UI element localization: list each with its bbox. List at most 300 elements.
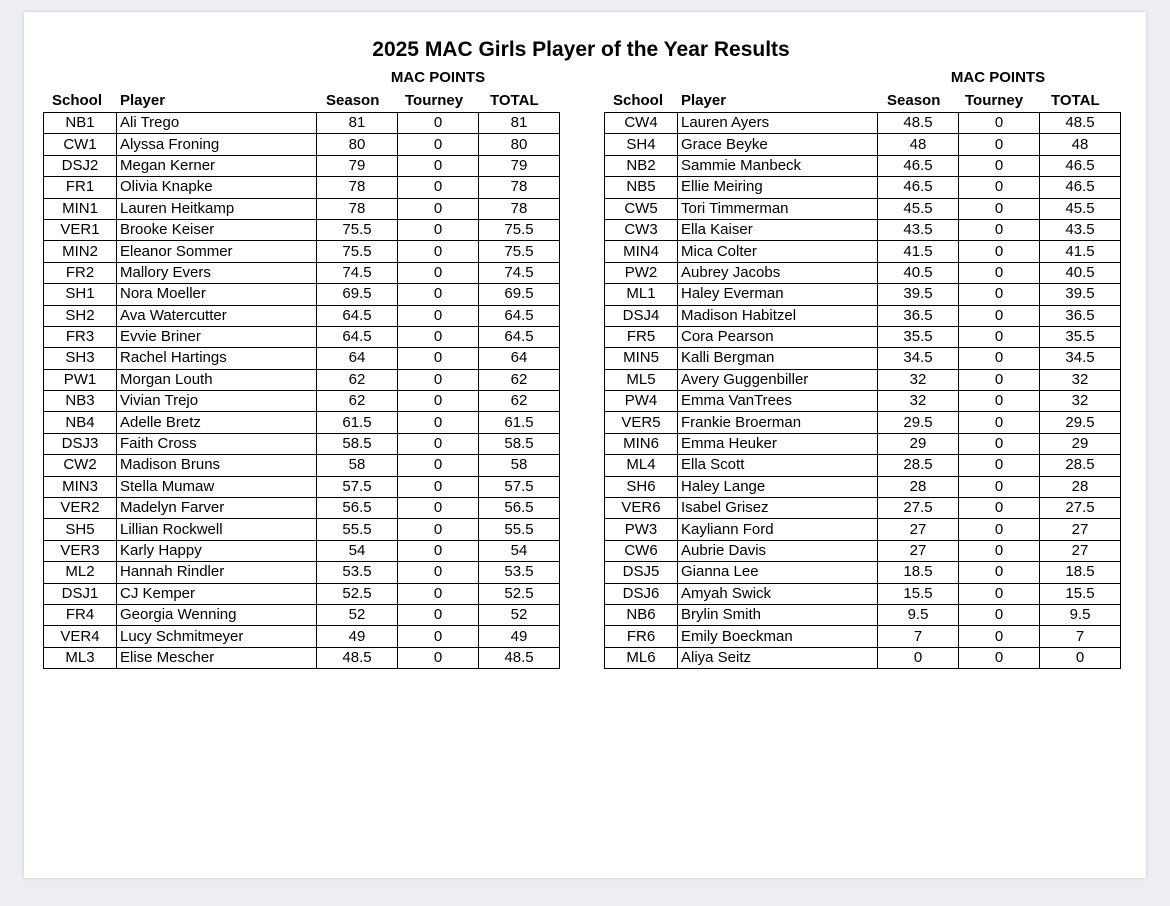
tourney-cell: 0 [959, 326, 1040, 347]
tourney-cell: 0 [398, 647, 479, 668]
tourney-cell: 0 [959, 284, 1040, 305]
season-cell: 32 [878, 369, 959, 390]
table-row [605, 113, 1121, 134]
season-cell: 75.5 [317, 219, 398, 240]
table-row [44, 498, 560, 519]
tourney-cell: 0 [959, 369, 1040, 390]
header-tourney: Tourney [405, 92, 464, 109]
player-cell: Haley Lange [678, 476, 878, 497]
tourney-cell: 0 [398, 391, 479, 412]
player-cell: Alyssa Froning [117, 134, 317, 155]
tourney-cell: 0 [398, 177, 479, 198]
season-cell: 36.5 [878, 305, 959, 326]
player-cell: Emma VanTrees [678, 391, 878, 412]
table-row [605, 198, 1121, 219]
season-cell: 64 [317, 348, 398, 369]
player-cell: Ella Kaiser [678, 219, 878, 240]
total-cell: 78 [479, 198, 560, 219]
player-cell: Madison Habitzel [678, 305, 878, 326]
school-cell: PW1 [44, 369, 117, 390]
school-cell: CW4 [605, 113, 678, 134]
total-cell: 48.5 [1040, 113, 1121, 134]
school-cell: CW3 [605, 219, 678, 240]
total-cell: 28 [1040, 476, 1121, 497]
tourney-cell: 0 [959, 626, 1040, 647]
school-cell: DSJ5 [605, 562, 678, 583]
total-cell: 61.5 [479, 412, 560, 433]
school-cell: NB3 [44, 391, 117, 412]
school-cell: CW2 [44, 455, 117, 476]
school-cell: DSJ1 [44, 583, 117, 604]
header-season: Season [887, 92, 941, 109]
player-cell: Megan Kerner [117, 155, 317, 176]
player-cell: Madison Bruns [117, 455, 317, 476]
tourney-cell: 0 [398, 519, 479, 540]
tourney-cell: 0 [959, 412, 1040, 433]
tourney-cell: 0 [398, 626, 479, 647]
player-cell: Gianna Lee [678, 562, 878, 583]
total-cell: 9.5 [1040, 604, 1121, 625]
player-cell: Eleanor Sommer [117, 241, 317, 262]
school-cell: ML2 [44, 562, 117, 583]
table-row [605, 219, 1121, 240]
tourney-cell: 0 [959, 583, 1040, 604]
season-cell: 35.5 [878, 326, 959, 347]
total-cell: 81 [479, 113, 560, 134]
season-cell: 27 [878, 540, 959, 561]
school-cell: FR6 [605, 626, 678, 647]
season-cell: 80 [317, 134, 398, 155]
table-row [605, 348, 1121, 369]
table-row [44, 241, 560, 262]
table-row [44, 519, 560, 540]
total-cell: 58 [479, 455, 560, 476]
season-cell: 41.5 [878, 241, 959, 262]
school-cell: MIN3 [44, 476, 117, 497]
total-cell: 53.5 [479, 562, 560, 583]
season-cell: 53.5 [317, 562, 398, 583]
school-cell: DSJ6 [605, 583, 678, 604]
school-cell: ML4 [605, 455, 678, 476]
total-cell: 62 [479, 391, 560, 412]
tourney-cell: 0 [959, 155, 1040, 176]
season-cell: 57.5 [317, 476, 398, 497]
season-cell: 29.5 [878, 412, 959, 433]
total-cell: 7 [1040, 626, 1121, 647]
table-row [44, 433, 560, 454]
player-cell: CJ Kemper [117, 583, 317, 604]
total-cell: 62 [479, 369, 560, 390]
total-cell: 27 [1040, 540, 1121, 561]
total-cell: 75.5 [479, 241, 560, 262]
table-row [44, 198, 560, 219]
school-cell: NB2 [605, 155, 678, 176]
total-cell: 48.5 [479, 647, 560, 668]
school-cell: NB5 [605, 177, 678, 198]
school-cell: MIN5 [605, 348, 678, 369]
school-cell: ML5 [605, 369, 678, 390]
school-cell: DSJ2 [44, 155, 117, 176]
school-cell: VER4 [44, 626, 117, 647]
tourney-cell: 0 [959, 498, 1040, 519]
total-cell: 80 [479, 134, 560, 155]
table-row [605, 476, 1121, 497]
season-cell: 78 [317, 177, 398, 198]
total-cell: 18.5 [1040, 562, 1121, 583]
player-cell: Aubrie Davis [678, 540, 878, 561]
school-cell: PW4 [605, 391, 678, 412]
table-row [44, 219, 560, 240]
table-row [44, 647, 560, 668]
school-cell: FR5 [605, 326, 678, 347]
tourney-cell: 0 [959, 476, 1040, 497]
player-cell: Georgia Wenning [117, 604, 317, 625]
season-cell: 7 [878, 626, 959, 647]
season-cell: 64.5 [317, 326, 398, 347]
total-cell: 27 [1040, 519, 1121, 540]
tourney-cell: 0 [398, 113, 479, 134]
school-cell: VER2 [44, 498, 117, 519]
tourney-cell: 0 [398, 369, 479, 390]
season-cell: 79 [317, 155, 398, 176]
table-row [605, 498, 1121, 519]
player-cell: Aubrey Jacobs [678, 262, 878, 283]
table-row [44, 305, 560, 326]
total-cell: 28.5 [1040, 455, 1121, 476]
season-cell: 61.5 [317, 412, 398, 433]
table-row [44, 455, 560, 476]
tourney-cell: 0 [398, 412, 479, 433]
table-row [605, 604, 1121, 625]
table-row [605, 177, 1121, 198]
total-cell: 52.5 [479, 583, 560, 604]
tourney-cell: 0 [398, 498, 479, 519]
player-cell: Isabel Grisez [678, 498, 878, 519]
season-cell: 46.5 [878, 155, 959, 176]
season-cell: 15.5 [878, 583, 959, 604]
school-cell: FR1 [44, 177, 117, 198]
total-cell: 56.5 [479, 498, 560, 519]
player-cell: Mica Colter [678, 241, 878, 262]
season-cell: 62 [317, 369, 398, 390]
school-cell: MIN2 [44, 241, 117, 262]
tourney-cell: 0 [398, 198, 479, 219]
school-cell: DSJ3 [44, 433, 117, 454]
season-cell: 48 [878, 134, 959, 155]
tourney-cell: 0 [398, 155, 479, 176]
player-cell: Aliya Seitz [678, 647, 878, 668]
season-cell: 48.5 [317, 647, 398, 668]
school-cell: VER5 [605, 412, 678, 433]
season-cell: 28.5 [878, 455, 959, 476]
table-row [44, 412, 560, 433]
header-season: Season [326, 92, 380, 109]
season-cell: 29 [878, 433, 959, 454]
player-cell: Ava Watercutter [117, 305, 317, 326]
table-row [44, 113, 560, 134]
tourney-cell: 0 [959, 198, 1040, 219]
season-cell: 74.5 [317, 262, 398, 283]
season-cell: 48.5 [878, 113, 959, 134]
school-cell: VER6 [605, 498, 678, 519]
school-cell: SH3 [44, 348, 117, 369]
table-row [605, 583, 1121, 604]
school-cell: MIN6 [605, 433, 678, 454]
player-cell: Lucy Schmitmeyer [117, 626, 317, 647]
table-row [605, 519, 1121, 540]
left-group-header: MAC POINTS [390, 69, 486, 86]
tourney-cell: 0 [398, 348, 479, 369]
season-cell: 64.5 [317, 305, 398, 326]
school-cell: FR2 [44, 262, 117, 283]
table-row [44, 155, 560, 176]
player-cell: Cora Pearson [678, 326, 878, 347]
total-cell: 46.5 [1040, 155, 1121, 176]
total-cell: 0 [1040, 647, 1121, 668]
player-cell: Frankie Broerman [678, 412, 878, 433]
school-cell: MIN1 [44, 198, 117, 219]
player-cell: Lauren Ayers [678, 113, 878, 134]
season-cell: 45.5 [878, 198, 959, 219]
table-row [605, 412, 1121, 433]
table-row [605, 262, 1121, 283]
table-row [44, 626, 560, 647]
table-row [605, 326, 1121, 347]
tourney-cell: 0 [398, 326, 479, 347]
table-row [44, 583, 560, 604]
tourney-cell: 0 [959, 305, 1040, 326]
school-cell: CW6 [605, 540, 678, 561]
table-row [44, 134, 560, 155]
tourney-cell: 0 [959, 391, 1040, 412]
player-cell: Haley Everman [678, 284, 878, 305]
tourney-cell: 0 [398, 433, 479, 454]
player-cell: Stella Mumaw [117, 476, 317, 497]
total-cell: 32 [1040, 369, 1121, 390]
total-cell: 29 [1040, 433, 1121, 454]
school-cell: ML3 [44, 647, 117, 668]
tourney-cell: 0 [959, 455, 1040, 476]
table-row [44, 604, 560, 625]
table-row [605, 562, 1121, 583]
season-cell: 58.5 [317, 433, 398, 454]
player-cell: Lillian Rockwell [117, 519, 317, 540]
table-row [44, 540, 560, 561]
school-cell: MIN4 [605, 241, 678, 262]
left-results-table [43, 112, 560, 669]
player-cell: Mallory Evers [117, 262, 317, 283]
table-row [605, 284, 1121, 305]
total-cell: 45.5 [1040, 198, 1121, 219]
total-cell: 41.5 [1040, 241, 1121, 262]
season-cell: 27 [878, 519, 959, 540]
player-cell: Adelle Bretz [117, 412, 317, 433]
player-cell: Avery Guggenbiller [678, 369, 878, 390]
school-cell: SH1 [44, 284, 117, 305]
header-total: TOTAL [1051, 92, 1100, 109]
school-cell: SH2 [44, 305, 117, 326]
tourney-cell: 0 [959, 604, 1040, 625]
season-cell: 18.5 [878, 562, 959, 583]
school-cell: VER1 [44, 219, 117, 240]
season-cell: 28 [878, 476, 959, 497]
season-cell: 40.5 [878, 262, 959, 283]
tourney-cell: 0 [959, 113, 1040, 134]
total-cell: 55.5 [479, 519, 560, 540]
total-cell: 52 [479, 604, 560, 625]
season-cell: 52 [317, 604, 398, 625]
tourney-cell: 0 [959, 348, 1040, 369]
tourney-cell: 0 [959, 647, 1040, 668]
school-cell: NB4 [44, 412, 117, 433]
player-cell: Lauren Heitkamp [117, 198, 317, 219]
season-cell: 52.5 [317, 583, 398, 604]
header-school: School [613, 92, 664, 109]
total-cell: 46.5 [1040, 177, 1121, 198]
school-cell: SH5 [44, 519, 117, 540]
total-cell: 43.5 [1040, 219, 1121, 240]
total-cell: 64.5 [479, 305, 560, 326]
player-cell: Faith Cross [117, 433, 317, 454]
player-cell: Brooke Keiser [117, 219, 317, 240]
total-cell: 75.5 [479, 219, 560, 240]
player-cell: Sammie Manbeck [678, 155, 878, 176]
player-cell: Emily Boeckman [678, 626, 878, 647]
total-cell: 29.5 [1040, 412, 1121, 433]
table-row [605, 391, 1121, 412]
tourney-cell: 0 [959, 433, 1040, 454]
tourney-cell: 0 [959, 241, 1040, 262]
tourney-cell: 0 [959, 562, 1040, 583]
player-cell: Evvie Briner [117, 326, 317, 347]
school-cell: PW2 [605, 262, 678, 283]
total-cell: 74.5 [479, 262, 560, 283]
header-player: Player [681, 92, 727, 109]
table-row [44, 326, 560, 347]
tourney-cell: 0 [398, 219, 479, 240]
season-cell: 54 [317, 540, 398, 561]
total-cell: 57.5 [479, 476, 560, 497]
school-cell: VER3 [44, 540, 117, 561]
player-cell: Vivian Trejo [117, 391, 317, 412]
tourney-cell: 0 [398, 455, 479, 476]
player-cell: Morgan Louth [117, 369, 317, 390]
player-cell: Madelyn Farver [117, 498, 317, 519]
tourney-cell: 0 [959, 219, 1040, 240]
table-row [605, 455, 1121, 476]
school-cell: FR4 [44, 604, 117, 625]
total-cell: 48 [1040, 134, 1121, 155]
tourney-cell: 0 [398, 241, 479, 262]
season-cell: 56.5 [317, 498, 398, 519]
season-cell: 81 [317, 113, 398, 134]
school-cell: SH6 [605, 476, 678, 497]
tourney-cell: 0 [959, 134, 1040, 155]
header-tourney: Tourney [965, 92, 1024, 109]
table-row [44, 177, 560, 198]
tourney-cell: 0 [398, 562, 479, 583]
season-cell: 0 [878, 647, 959, 668]
season-cell: 43.5 [878, 219, 959, 240]
player-cell: Nora Moeller [117, 284, 317, 305]
table-row [44, 284, 560, 305]
table-row [44, 369, 560, 390]
school-cell: NB1 [44, 113, 117, 134]
season-cell: 27.5 [878, 498, 959, 519]
season-cell: 62 [317, 391, 398, 412]
total-cell: 39.5 [1040, 284, 1121, 305]
player-cell: Hannah Rindler [117, 562, 317, 583]
table-row [605, 134, 1121, 155]
season-cell: 78 [317, 198, 398, 219]
player-cell: Ali Trego [117, 113, 317, 134]
player-cell: Kayliann Ford [678, 519, 878, 540]
total-cell: 64.5 [479, 326, 560, 347]
table-row [605, 540, 1121, 561]
total-cell: 78 [479, 177, 560, 198]
player-cell: Olivia Knapke [117, 177, 317, 198]
total-cell: 35.5 [1040, 326, 1121, 347]
total-cell: 32 [1040, 391, 1121, 412]
total-cell: 15.5 [1040, 583, 1121, 604]
tourney-cell: 0 [398, 476, 479, 497]
season-cell: 69.5 [317, 284, 398, 305]
header-school: School [52, 92, 103, 109]
tourney-cell: 0 [398, 604, 479, 625]
table-row [605, 241, 1121, 262]
school-cell: PW3 [605, 519, 678, 540]
table-row [44, 562, 560, 583]
player-cell: Ella Scott [678, 455, 878, 476]
school-cell: CW5 [605, 198, 678, 219]
header-total: TOTAL [490, 92, 539, 109]
player-cell: Amyah Swick [678, 583, 878, 604]
school-cell: ML1 [605, 284, 678, 305]
header-player: Player [120, 92, 166, 109]
tourney-cell: 0 [398, 540, 479, 561]
school-cell: DSJ4 [605, 305, 678, 326]
tourney-cell: 0 [959, 262, 1040, 283]
tourney-cell: 0 [398, 284, 479, 305]
total-cell: 27.5 [1040, 498, 1121, 519]
table-row [44, 348, 560, 369]
table-row [605, 369, 1121, 390]
total-cell: 54 [479, 540, 560, 561]
school-cell: NB6 [605, 604, 678, 625]
tourney-cell: 0 [959, 519, 1040, 540]
table-row [605, 647, 1121, 668]
player-cell: Brylin Smith [678, 604, 878, 625]
tourney-cell: 0 [959, 540, 1040, 561]
school-cell: ML6 [605, 647, 678, 668]
player-cell: Ellie Meiring [678, 177, 878, 198]
season-cell: 9.5 [878, 604, 959, 625]
total-cell: 34.5 [1040, 348, 1121, 369]
player-cell: Karly Happy [117, 540, 317, 561]
season-cell: 34.5 [878, 348, 959, 369]
total-cell: 40.5 [1040, 262, 1121, 283]
season-cell: 49 [317, 626, 398, 647]
right-results-table [604, 112, 1121, 669]
table-row [44, 476, 560, 497]
season-cell: 32 [878, 391, 959, 412]
player-cell: Kalli Bergman [678, 348, 878, 369]
total-cell: 49 [479, 626, 560, 647]
season-cell: 39.5 [878, 284, 959, 305]
player-cell: Elise Mescher [117, 647, 317, 668]
player-cell: Emma Heuker [678, 433, 878, 454]
tourney-cell: 0 [398, 134, 479, 155]
